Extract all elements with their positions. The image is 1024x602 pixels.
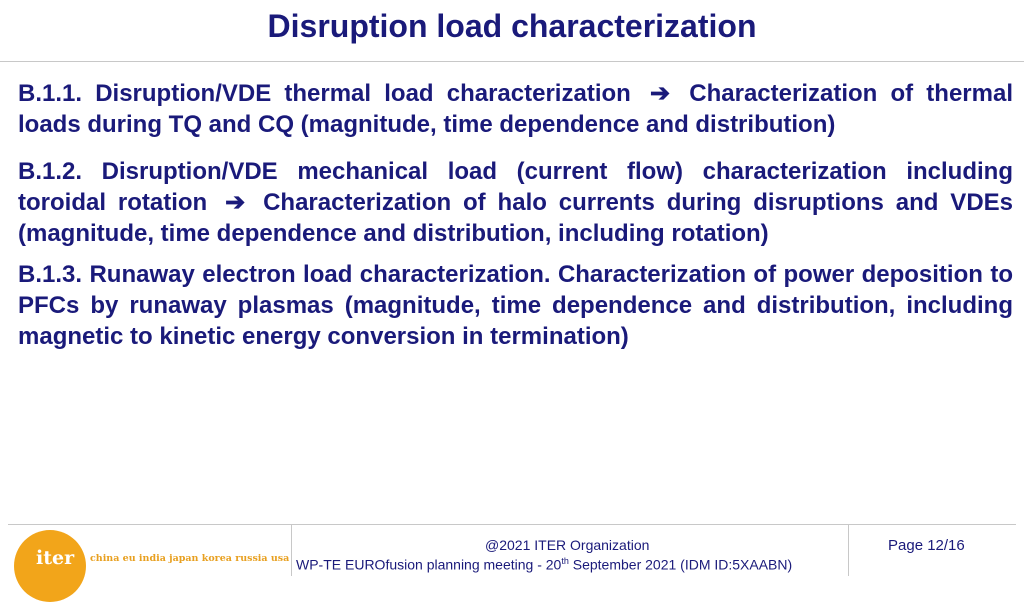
copyright-text: @2021 ITER Organization bbox=[485, 537, 650, 553]
item-b-1-2-tail: Characterization of halo currents during disruptions and VDEs (magnitude, time dependence and distribution, including rotation) bbox=[18, 189, 1014, 247]
meeting-prefix: WP-TE EUROfusion planning meeting - 20 bbox=[296, 556, 562, 573]
logo-tagline: china eu india japan korea russia usa bbox=[90, 553, 290, 564]
footer-divider bbox=[8, 524, 1016, 525]
slide-title: Disruption load characterization bbox=[267, 8, 757, 44]
item-b-1-3: B.1.3. Runaway electron load characterization. Characterization of power deposition to PFCs by runaway plasmas (magnitude, time dependence and distribution, including magnetic to kinetic energy conversion in termination) bbox=[18, 261, 1013, 350]
meeting-superscript: th bbox=[561, 556, 569, 566]
item-b-1-1-tail: Characterization of thermal loads during TQ and CQ (magnitude, time dependence and distribution) bbox=[18, 80, 1013, 138]
footer-separator bbox=[291, 524, 292, 576]
item-b-1-1-lead: B.1.1. Disruption/VDE thermal load characterization bbox=[18, 80, 631, 107]
meeting-info bbox=[296, 556, 792, 573]
logo-wordmark: iter bbox=[36, 547, 75, 569]
item-b-1-1 bbox=[18, 78, 1013, 140]
title-divider bbox=[0, 61, 1024, 62]
meeting-suffix: September 2021 (IDM ID:5XAABN) bbox=[568, 556, 793, 573]
right-arrow-icon: ➔ bbox=[225, 189, 246, 216]
item-b-1-2 bbox=[18, 156, 1013, 249]
right-arrow-icon: ➔ bbox=[649, 80, 671, 107]
item-b-1-2-lead: B.1.2. Disruption/VDE mechanical load (current flow) characterization including toroidal rotation bbox=[18, 158, 1013, 216]
page-number: Page 12/16 bbox=[888, 537, 965, 554]
footer-separator bbox=[848, 524, 849, 576]
